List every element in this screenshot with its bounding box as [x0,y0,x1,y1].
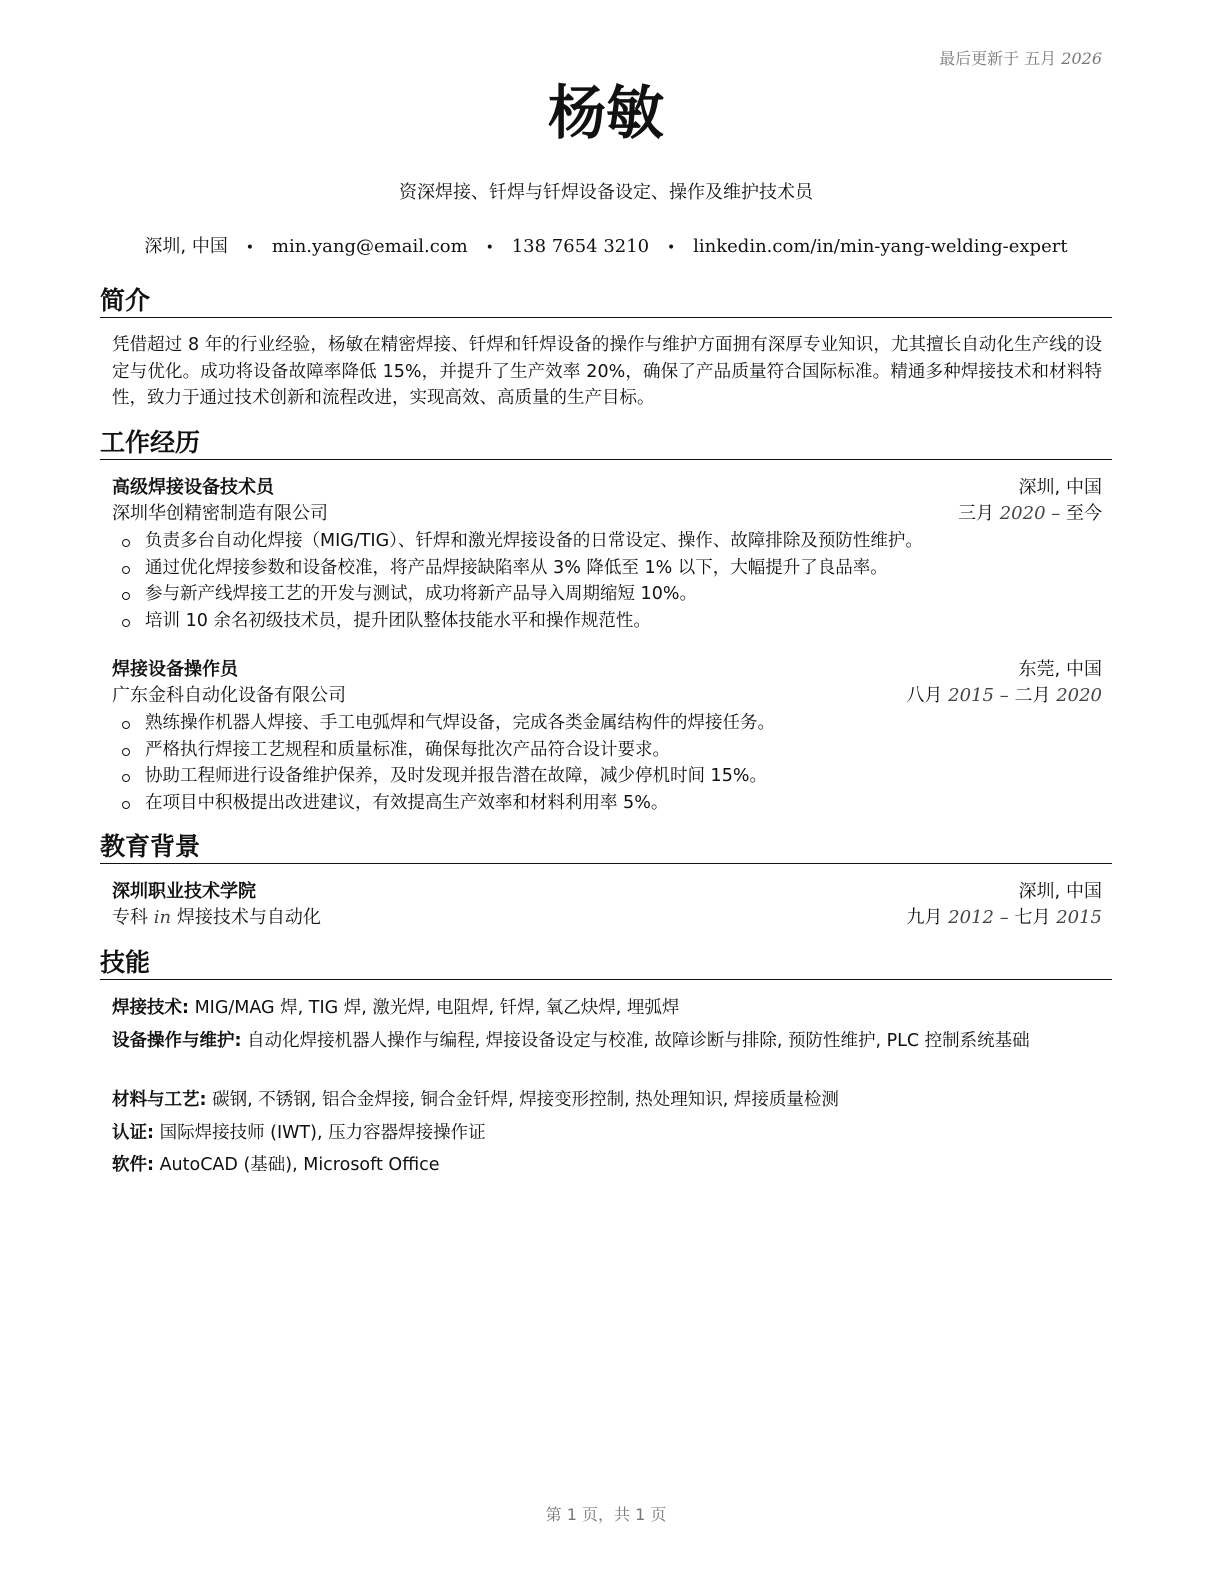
skill-row [112,1120,1102,1146]
skill-key: 设备操作与维护: [112,1031,242,1051]
job-location: 深圳, 中国 [1018,477,1102,498]
skill-value: MIG/MAG 焊, TIG 焊, 激光焊, 电阻焊, 钎焊, 氧乙炔焊, 埋弧焊 [194,998,680,1018]
last-updated: 最后更新于 五月 2026 [939,49,1102,68]
skill-row [112,1028,1102,1054]
education-location: 深圳, 中国 [1018,881,1102,902]
list-item: 协助工程师进行设备维护保养，及时发现并报告潜在故障，减少停机时间 15%。 [112,763,1102,790]
skill-row [112,1152,1102,1178]
skill-value: 国际焊接技师 (IWT), 压力容器焊接操作证 [159,1123,486,1143]
skill-key: 软件: [112,1155,154,1175]
skill-row [112,995,1102,1021]
separator-dot: • [245,240,254,256]
contact-email[interactable]: min.yang@email.com [271,236,468,257]
skill-key: 认证: [112,1123,154,1143]
job-dates: 三月 2020 – 至今 [957,503,1102,524]
contact-linkedin[interactable]: linkedin.com/in/min-yang-welding-expert [693,236,1068,257]
summary-text: 凭借超过 8 年的行业经验，杨敏在精密焊接、钎焊和钎焊设备的操作与维护方面拥有深厚专业知识，尤其擅长自动化生产线的设定与优化。成功将设备故障率降低 15%，并提升了生产效率 20%，确保了产品质量符合国际标准。精通多种焊接技术和材料特性，致力于通过技术创新和流程改进，实现高效、高质量的生产目标。 [112,335,1102,408]
page-footer: 第 1 页，共 1 页 [545,1505,667,1524]
contact-line [100,232,1112,258]
section-title-experience: 工作经历 [100,428,1112,460]
candidate-name: 杨敏 [547,79,664,147]
section-title-summary: 简介 [100,286,1112,318]
job-location: 东莞, 中国 [1018,659,1102,680]
skill-value: 碳钢, 不锈钢, 铝合金焊接, 铜合金钎焊, 焊接变形控制, 热处理知识, 焊接质量检测 [212,1090,839,1110]
education-dates: 九月 2012 – 七月 2015 [906,907,1102,928]
contact-location: 深圳, 中国 [144,236,228,257]
list-item: 在项目中积极提出改进建议，有效提高生产效率和材料利用率 5%。 [112,790,1102,817]
candidate-subtitle: 资深焊接、钎焊与钎焊设备设定、操作及维护技术员 [399,182,813,203]
job-2-subheader [112,683,1102,709]
job-1-subheader [112,501,1102,527]
list-item: 培训 10 余名初级技术员，提升团队整体技能水平和操作规范性。 [112,608,1102,635]
job-2-header [112,657,1102,683]
education-degree: 专科 in 焊接技术与自动化 [112,907,321,928]
job-dates: 八月 2015 – 二月 2020 [906,685,1102,706]
education-subheader [112,905,1102,931]
skill-value: AutoCAD (基础), Microsoft Office [159,1155,440,1175]
separator-dot: • [667,240,676,256]
skill-key: 材料与工艺: [112,1090,207,1110]
skill-key: 焊接技术: [112,998,189,1018]
job-1-bullets [112,528,1102,634]
list-item: 熟练操作机器人焊接、手工电弧焊和气焊设备，完成各类金属结构件的焊接任务。 [112,710,1102,737]
skill-row [112,1087,1102,1113]
job-title: 高级焊接设备技术员 [112,477,274,498]
separator-dot: • [485,240,494,256]
resume-page [100,0,1112,1584]
list-item: 通过优化焊接参数和设备校准，将产品焊接缺陷率从 3% 降低至 1% 以下，大幅提升了良品率。 [112,555,1102,582]
job-2-bullets [112,710,1102,816]
skill-value: 自动化焊接机器人操作与编程, 焊接设备设定与校准, 故障诊断与排除, 预防性维护, PLC 控制系统基础 [247,1031,1030,1051]
section-title-skills: 技能 [100,948,1112,980]
list-item: 严格执行焊接工艺规程和质量标准，确保每批次产品符合设计要求。 [112,737,1102,764]
education-school: 深圳职业技术学院 [112,881,256,902]
job-company: 广东金科自动化设备有限公司 [112,685,346,706]
contact-phone[interactable]: 138 7654 3210 [511,236,650,257]
list-item: 参与新产线焊接工艺的开发与测试，成功将新产品导入周期缩短 10%。 [112,581,1102,608]
section-title-education: 教育背景 [100,832,1112,864]
education-header [112,879,1102,905]
job-1-header [112,475,1102,501]
job-company: 深圳华创精密制造有限公司 [112,503,328,524]
job-title: 焊接设备操作员 [112,659,238,680]
list-item: 负责多台自动化焊接（MIG/TIG）、钎焊和激光焊接设备的日常设定、操作、故障排除及预防性维护。 [112,528,1102,555]
